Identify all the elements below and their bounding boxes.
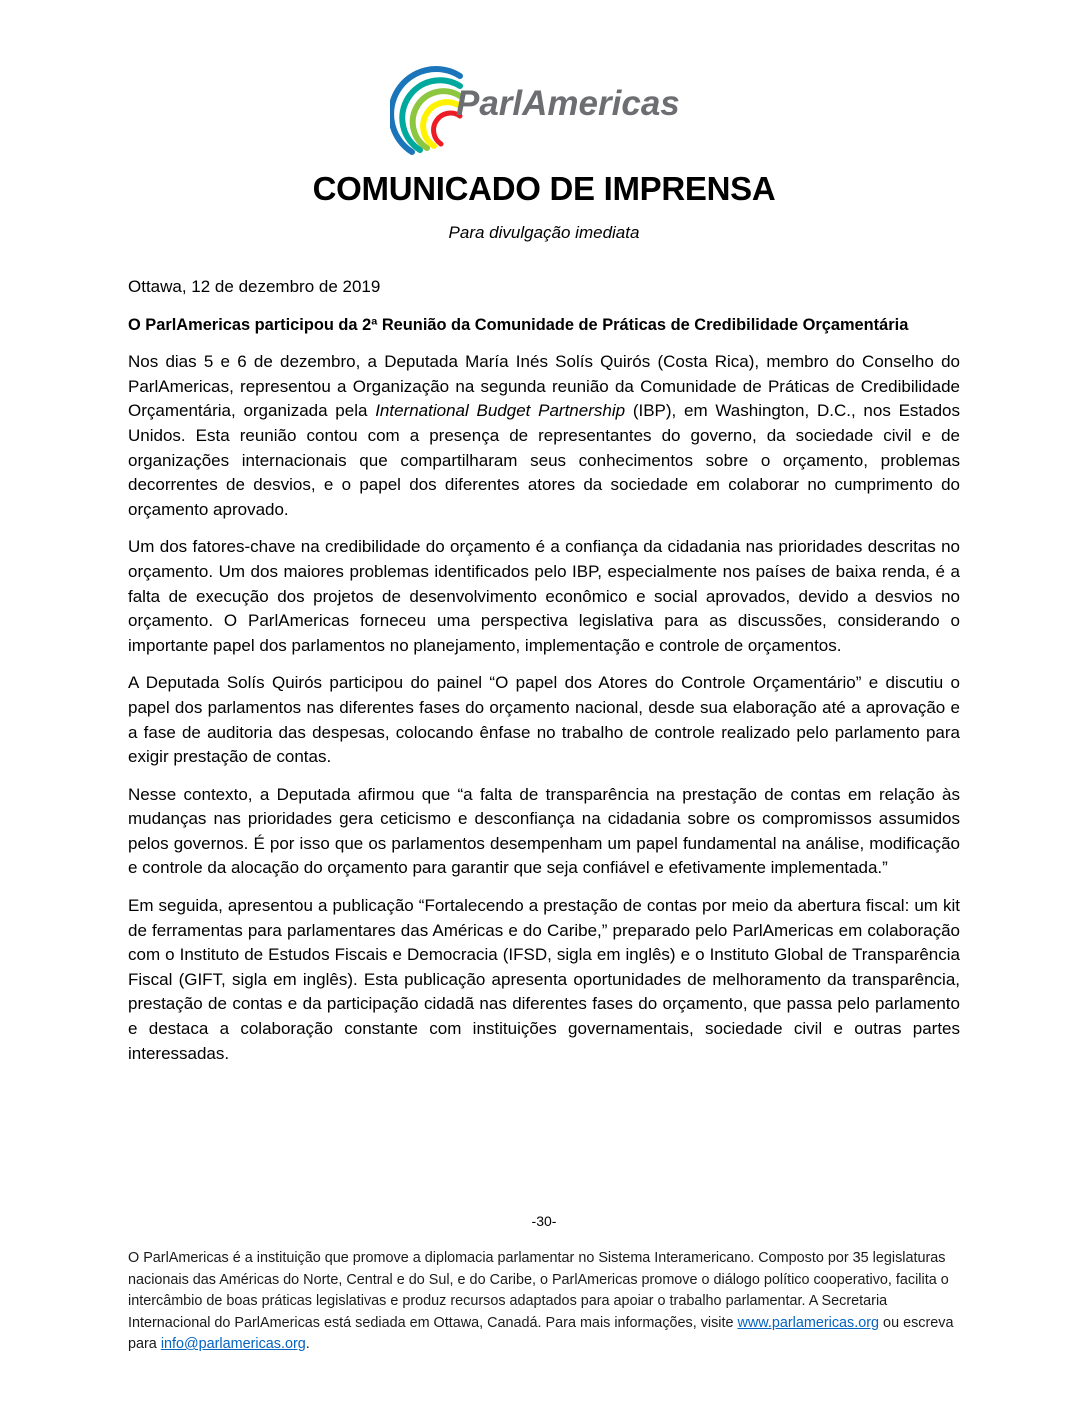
article-body [128,275,960,1079]
footer-text-middle: ou escreva para [128,1314,954,1352]
article-headline: O ParlAmericas participou da 2ª Reunião da Comunidade de Práticas de Credibilidade Orçamentária [128,315,909,334]
footer-text-end: . [305,1336,310,1352]
paragraph-3: A Deputada Solís Quirós participou do painel “O papel dos Atores do Controle Orçamentário” e discutiu o papel dos parlamentos nas diferentes fases do orçamento nacional, desde sua elaboração até a aprovação e a fase de auditoria das despesas, colocando ênfase no trabalho de controle realizado pelo parlamento para exigir prestação de contas. [128,673,960,767]
paragraph-1-start: Nos dias 5 e 6 de dezembro, a Deputada María Inés Solís Quirós (Costa Rica), membro do Conselho do ParlAmericas, representou a Organização na segunda reunião da Comunidade de Práticas de Credibilidade Orçamentária, organizada pela [128,352,960,421]
website-link[interactable]: www.parlamericas.org [737,1314,880,1331]
parlamericas-logo [390,66,710,162]
logo-wordmark: ParlAmericas [456,84,680,123]
paragraph-4: Nesse contexto, a Deputada afirmou que “a falta de transparência na prestação de contas em relação às mudanças nas prioridades gera ceticismo e desconfiança na cidadania sobre os compromissos assumidos pelos governos. É por isso que os parlamentos desempenham um papel fundamental na análise, modificação e controle da alocação do orçamento para garantir que seja confiável e efetivamente implementada.” [128,784,960,878]
dateline: Ottawa, 12 de dezembro de 2019 [128,277,381,296]
footer-text-start: O ParlAmericas é a instituição que promove a diplomacia parlamentar no Sistema Interamericano. Composto por 35 legislaturas nacionais das Américas do Norte, Central e do Sul, e do Caribe, o ParlAmericas promove o diálogo político cooperativo, facilita o intercâmbio de boas práticas legislativas e produz recursos adaptados para apoiar o trabalho parlamentar. A Secretaria Internacional do ParlAmericas está sediada em Ottawa, Canadá. Para mais informações, visite [128,1250,949,1331]
paragraph-5: Em seguida, apresentou a publicação “Fortalecendo a prestação de contas por meio da abertura fiscal: um kit de ferramentas para parlamentares das Américas e do Caribe,” preparado pelo ParlAmericas em colaboração com o Instituto de Estudos Fiscais e Democracia (IFSD, sigla em inglês) e o Instituto Global de Transparência Fiscal (GIFT, sigla em inglês). Esta publicação apresenta oportunidades de melhoramento da transparência, prestação de contas e da participação cidadã nas diferentes fases do orçamento, que passa pelo parlamento e destaca a colaboração constante com instituições governamentais, sociedade civil e outras partes interessadas. [128,896,960,1063]
page-title: COMUNICADO DE IMPRENSA [312,170,776,207]
paragraph-1 [128,350,960,522]
paragraph-1-end: (IBP), em Washington, D.C., nos Estados Unidos. Esta reunião contou com a presença de representantes do governo, da sociedade civil e de organizações internacionais que compartilharam seus conhecimentos sobre o orçamento, problemas decorrentes de desvios, e o papel dos diferentes atores da sociedade em colaborar no cumprimento do orçamento aprovado. [128,401,961,519]
page-subtitle: Para divulgação imediata [448,223,640,242]
ibp-name: International Budget Partnership [375,401,626,421]
email-link[interactable]: info@parlamericas.org [160,1336,306,1352]
footer-note [128,1248,968,1356]
paragraph-2: Um dos fatores-chave na credibilidade do orçamento é a confiança da cidadania nas prioridades descritas no orçamento. Um dos maiores problemas identificados pelo IBP, especialmente nos países de baixa renda, é a falta de execução dos projetos de desenvolvimento econômico e social aprovados, devido a desvios no orçamento. O ParlAmericas forneceu uma perspectiva legislativa para as discussões, considerando o importante papel dos parlamentos no planejamento, implementação e controle de orçamentos. [128,537,960,655]
end-marker: -30- [531,1213,557,1229]
